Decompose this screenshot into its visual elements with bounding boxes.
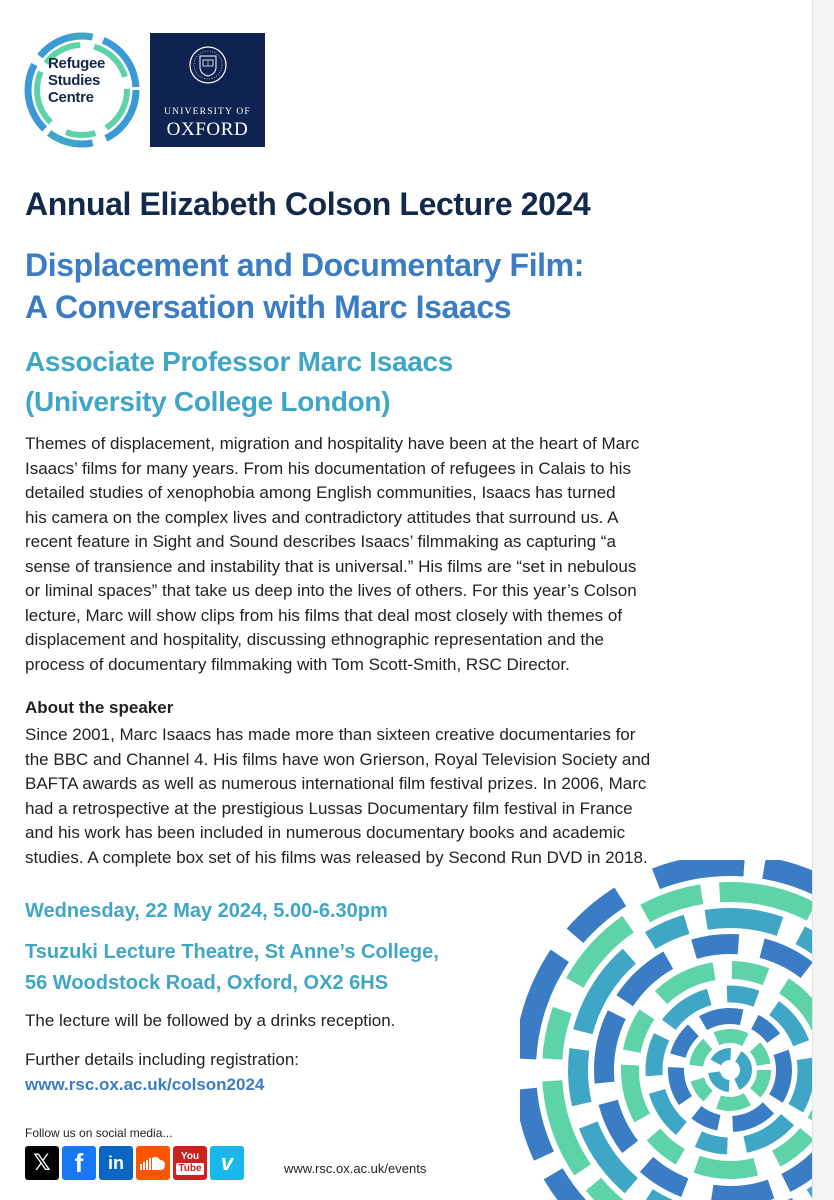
reception-note: The lecture will be followed by a drinks reception. <box>25 1011 396 1030</box>
rsc-line-1: Refugee <box>48 55 106 72</box>
about-heading: About the speaker <box>25 698 174 717</box>
registration-link[interactable]: www.rsc.ox.ac.uk/colson2024 <box>25 1075 265 1094</box>
oxford-logo <box>150 33 265 147</box>
description-line: or liminal spaces” that take us deep into the lives of others. For this year’s Colson <box>25 581 637 600</box>
speaker-name <box>25 342 453 422</box>
x-icon[interactable]: 𝕏 <box>25 1146 59 1180</box>
venue-line-1: Tsuzuki Lecture Theatre, St Anne’s College, <box>25 941 439 963</box>
lecture-subtitle <box>25 244 584 328</box>
description-line: detailed studies of xenophobia among English communities, Isaacs has turned <box>25 483 616 502</box>
registration-label: Further details including registration: <box>25 1050 300 1069</box>
youtube-icon[interactable]: You Tube <box>173 1146 207 1180</box>
about-line: had a retrospective at the prestigious Lussas Documentary film festival in France <box>25 798 633 818</box>
page-edge <box>812 0 834 1200</box>
lecture-description <box>25 432 812 677</box>
rsc-line-3: Centre <box>48 89 94 106</box>
description-line: recent feature in Sight and Sound describes Isaacs’ filmmaking as capturing “a <box>25 532 616 551</box>
concentric-arcs-decoration <box>520 860 812 1200</box>
social-label: Follow us on social media... <box>25 1126 173 1140</box>
lecture-title: Annual Elizabeth Colson Lecture 2024 <box>25 186 591 222</box>
speaker-line-2: (University College London) <box>25 386 391 417</box>
description-line: sense of transience and instability that is universal.” His films are “set in nebulous <box>25 556 637 576</box>
speaker-line-1: Associate Professor Marc Isaacs <box>25 346 454 377</box>
oxford-university-of: UNIVERSITY OF <box>164 107 251 117</box>
subtitle-line-2: A Conversation with Marc Isaacs <box>25 289 512 325</box>
description-line: Isaacs’ films for many years. From his documentation of refugees in Calais to his <box>25 458 631 478</box>
about-line: BAFTA awards as well as numerous international film festival prizes. In 2006, Marc <box>25 774 647 793</box>
event-venue <box>25 937 439 999</box>
description-line: Themes of displacement, migration and hospitality have been at the heart of Marc <box>25 434 640 453</box>
subtitle-line-1: Displacement and Documentary Film: <box>25 247 584 283</box>
description-line: his camera on the complex lives and contradictory attitudes that surround us. A <box>25 507 619 527</box>
soundcloud-icon[interactable] <box>136 1146 170 1180</box>
about-line: Since 2001, Marc Isaacs has made more than sixteen creative documentaries for <box>25 725 636 744</box>
social-icons <box>25 1146 244 1180</box>
facebook-icon[interactable]: f <box>62 1146 96 1180</box>
venue-line-2: 56 Woodstock Road, Oxford, OX2 6HS <box>25 972 389 994</box>
events-link[interactable]: www.rsc.ox.ac.uk/events <box>284 1161 427 1176</box>
description-line: lecture, Marc will show clips from his films that deal most closely with themes of <box>25 605 623 625</box>
about-line: and his work has been included in numerous documentary books and academic <box>25 823 626 842</box>
rsc-line-2: Studies <box>48 72 101 89</box>
rsc-logo <box>22 30 150 150</box>
linkedin-icon[interactable]: in <box>99 1146 133 1180</box>
event-date: Wednesday, 22 May 2024, 5.00-6.30pm <box>25 900 388 922</box>
about-line: the BBC and Channel 4. His films have won Grierson, Royal Television Society and <box>25 749 651 769</box>
oxford-crest-icon <box>188 41 228 97</box>
rsc-wordmark <box>48 55 105 106</box>
description-line: displacement and hospitality, discussing ethnographic representation and the <box>25 630 604 649</box>
description-line: process of documentary filmmaking with Tom Scott-Smith, RSC Director. <box>25 654 570 674</box>
about-speaker-text <box>25 723 650 870</box>
vimeo-icon[interactable]: v <box>210 1146 244 1180</box>
about-line: studies. A complete box set of his films was released by Second Run DVD in 2018. <box>25 847 648 867</box>
oxford-wordmark: OXFORD <box>166 119 249 140</box>
